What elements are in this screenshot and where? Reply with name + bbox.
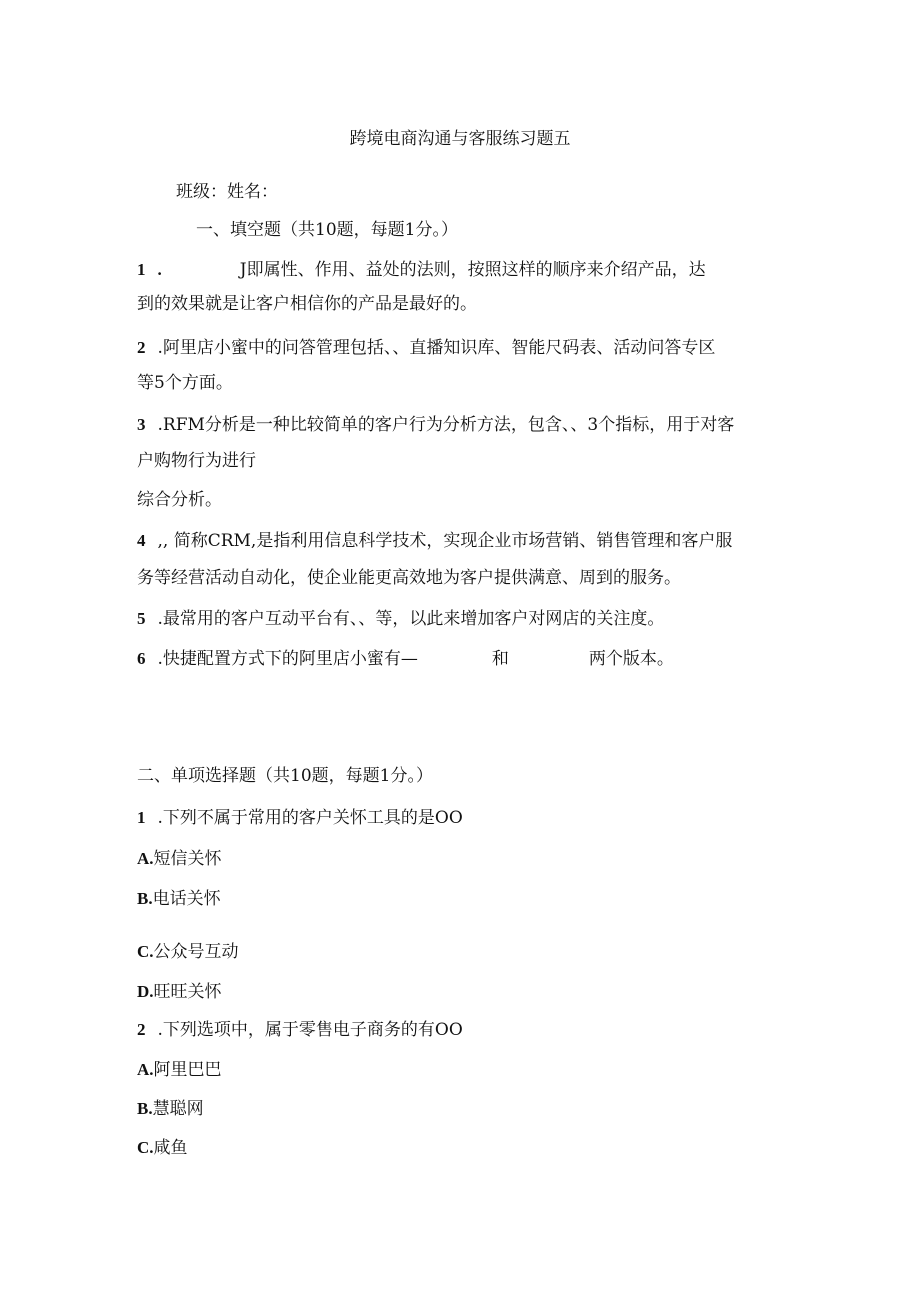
s1-q5-line1 (137, 608, 664, 630)
option-text: 咸鱼 (153, 1138, 188, 1158)
section1-heading: 一、填空题（共10题，每题1分。） (196, 220, 458, 240)
s1-q2-line2: 等5个方面。 (137, 373, 233, 393)
s2-q2-line (137, 1019, 463, 1041)
option-letter: A. (137, 1060, 154, 1079)
s1-q3-text: .RFM分析是一种比较简单的客户行为分析方法，包含、、3个指标，用于对客 (157, 415, 735, 435)
s1-q3-line3: 综合分析。 (137, 490, 222, 510)
s1-q1-number: 1 (137, 260, 146, 279)
s1-q6-text: .快捷配置方式下的阿里店小蜜有— (157, 649, 418, 669)
s1-q5-number: 5 (137, 609, 146, 628)
option-letter: B. (137, 889, 153, 908)
s2-q2-text: .下列选项中，属于零售电子商务的有OO (157, 1020, 463, 1040)
s1-q3-number: 3 (137, 415, 146, 434)
s2-q1-option-d (137, 981, 222, 1003)
page-title: 跨境电商沟通与客服练习题五 (349, 129, 571, 149)
s1-q4-line1 (137, 530, 732, 552)
option-text: 慧聪网 (152, 1099, 204, 1119)
option-text: 阿里巴巴 (153, 1060, 222, 1080)
s2-q1-line (137, 807, 463, 829)
s2-q1-option-a (137, 848, 222, 870)
s1-q6-and: 和 (491, 649, 509, 669)
s1-q3-line1 (137, 414, 734, 436)
s1-q2-line1 (137, 337, 715, 359)
s1-q4-number: 4 (137, 531, 146, 550)
section2-heading: 二、单项选择题（共10题，每题1分。） (137, 766, 433, 786)
s1-q2-text: .阿里店小蜜中的问答管理包括、、直播知识库、智能尺码表、活动问答专区 (157, 338, 716, 358)
s2-q1-option-c (137, 941, 239, 963)
s1-q3-line2: 户购物行为进行 (137, 451, 256, 471)
s2-q2-option-c (137, 1137, 188, 1159)
s1-q5-text: .最常用的客户互动平台有、、等，以此来增加客户对网店的关注度。 (157, 609, 665, 629)
option-text: 旺旺关怀 (153, 982, 222, 1002)
option-letter: A. (137, 849, 154, 868)
option-letter: C. (137, 942, 154, 961)
s1-q6-number: 6 (137, 649, 146, 668)
option-letter: C. (137, 1138, 154, 1157)
s2-q1-number: 1 (137, 808, 146, 827)
s2-q2-option-b (137, 1098, 204, 1120)
option-letter: B. (137, 1099, 153, 1118)
s1-q1-text: J即属性、作用、益处的法则，按照这样的顺序来介绍产品，达 (239, 260, 706, 280)
class-name-line: 班级：姓名： (176, 182, 278, 202)
s2-q1-option-b (137, 888, 221, 910)
s1-q1-dot: . (157, 260, 162, 279)
s1-q2-number: 2 (137, 338, 146, 357)
s1-q4-line2: 务等经营活动自动化，使企业能更高效地为客户提供满意、周到的服务。 (137, 568, 681, 588)
s2-q2-option-a (137, 1059, 222, 1081)
s2-q1-text: .下列不属于常用的客户关怀工具的是OO (157, 808, 463, 828)
option-letter: D. (137, 982, 154, 1001)
s1-q4-text: ,, 简称CRM,是指利用信息科学技术，实现企业市场营销、销售管理和客户服 (157, 531, 733, 551)
option-text: 公众号互动 (153, 942, 239, 962)
s2-q2-number: 2 (137, 1020, 146, 1039)
s1-q6-end: 两个版本。 (588, 649, 674, 669)
s1-q6-line1 (137, 648, 674, 670)
s1-q1-line1 (137, 259, 706, 281)
s1-q1-line2: 到的效果就是让客户相信你的产品是最好的。 (137, 294, 477, 314)
option-text: 短信关怀 (153, 849, 222, 869)
option-text: 电话关怀 (152, 889, 221, 909)
